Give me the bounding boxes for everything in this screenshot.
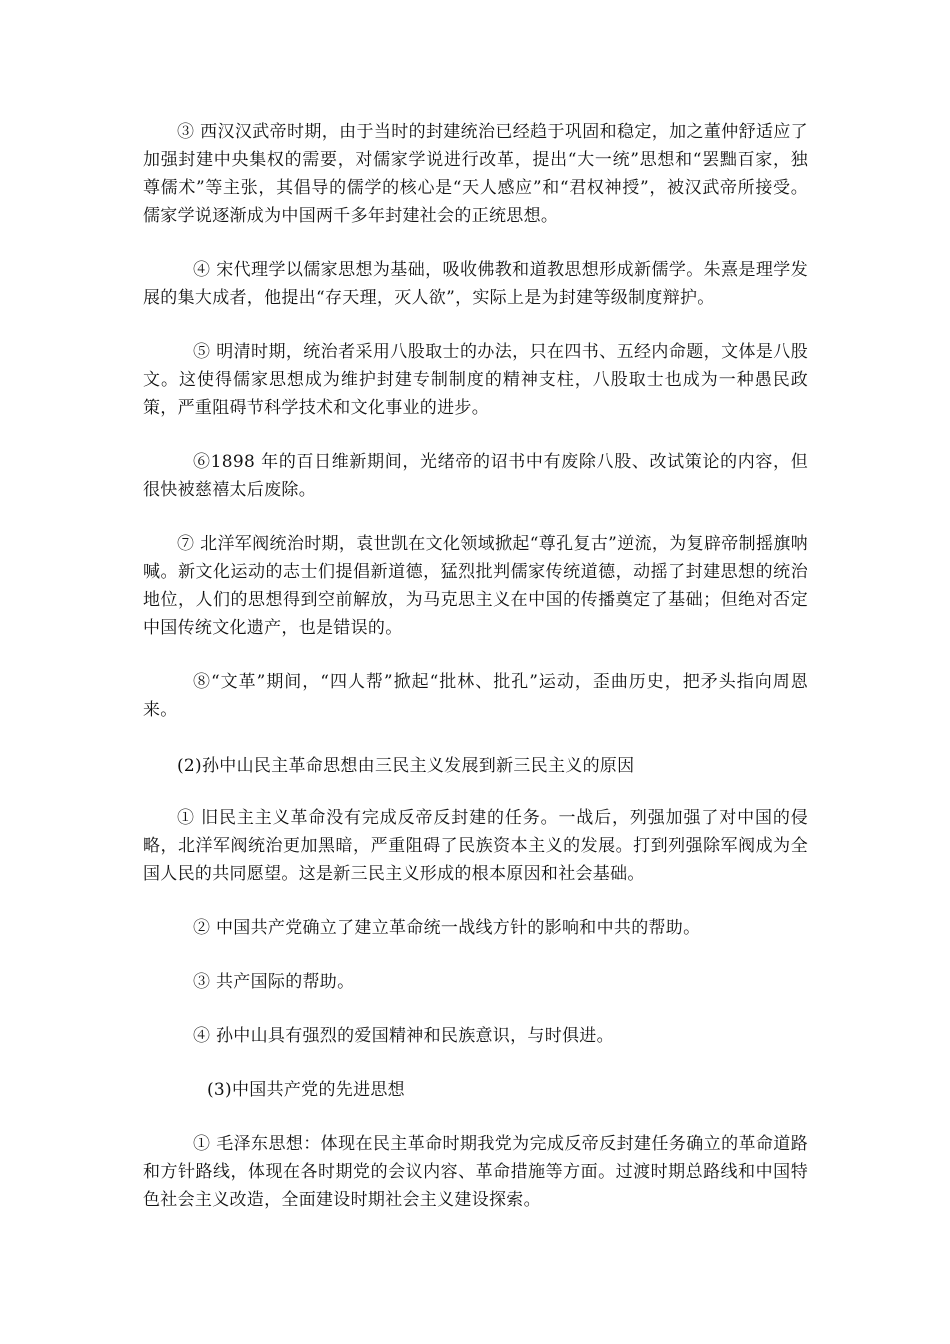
paragraph-4-song-neo-confucianism: ④ 宋代理学以儒家思想为基础，吸收佛教和道教思想形成新儒学。朱熹是理学发展的集大成者，他提出“存天理，灭人欲”，实际上是为封建等级制度辩护。 [143, 260, 808, 308]
paragraph-2-1-old-democratic-revolution: ① 旧民主主义革命没有完成反帝反封建的任务。一战后，列强加强了对中国的侵略，北洋军阀统治更加黑暗，严重阻碍了民族资本主义的发展。打到列强除军阀成为全国人民的共同愿望。这是新三民主义形成的根本原因和社会基础。 [143, 808, 808, 884]
paragraph-3-1-mao-zedong-thought: ① 毛泽东思想：体现在民主革命时期我党为完成反帝反封建任务确立的革命道路和方针路线，体现在各时期党的会议内容、革命措施等方面。过渡时期总路线和中国特色社会主义改造，全面建设时期社会主义建设探索。 [143, 1134, 808, 1210]
paragraph-2-3-comintern: ③ 共产国际的帮助。 [193, 972, 355, 992]
paragraph-2-4-sun-yatsen-patriotism: ④ 孙中山具有强烈的爱国精神和民族意识，与时俱进。 [193, 1026, 614, 1046]
paragraph-7-beiyang-era: ⑦ 北洋军阀统治时期，袁世凯在文化领域掀起“尊孔复古”逆流，为复辟帝制摇旗呐喊。新文化运动的志士们提倡新道德，猛烈批判儒家传统道德，动摇了封建思想的统治地位，人们的思想得到空前解放，为马克思主义在中国的传播奠定了基础；但绝对否定中国传统文化遗产，也是错误的。 [143, 534, 808, 638]
paragraph-6-hundred-days-reform: ⑥1898 年的百日维新期间，光绪帝的诏书中有废除八股、改试策论的内容，但很快被慈禧太后废除。 [143, 452, 808, 500]
document-page [143, 118, 808, 1214]
paragraph-2-2-ccp-influence: ② 中国共产党确立了建立革命统一战线方针的影响和中共的帮助。 [193, 918, 701, 938]
paragraph-3-han-wudi: ③ 西汉汉武帝时期，由于当时的封建统治已经趋于巩固和稳定，加之董仲舒适应了加强封建中央集权的需要，对儒家学说进行改革，提出“大一统”思想和“罢黜百家，独尊儒术”等主张，其倡导的儒学的核心是“天人感应”和“君权神授”，被汉武帝所接受。儒家学说逐渐成为中国两千多年封建社会的正统思想。 [143, 122, 808, 226]
section-heading-2: (2)孙中山民主革命思想由三民主义发展到新三民主义的原因 [177, 756, 635, 776]
paragraph-8-cultural-revolution: ⑧“文革”期间，“四人帮”掀起“批林、批孔”运动，歪曲历史，把矛头指向周恩来。 [143, 672, 808, 720]
section-heading-3: (3)中国共产党的先进思想 [207, 1080, 405, 1100]
paragraph-5-ming-qing: ⑤ 明清时期，统治者采用八股取士的办法，只在四书、五经内命题，文体是八股文。这使得儒家思想成为维护封建专制制度的精神支柱，八股取士也成为一种愚民政策，严重阻碍节科学技术和文化事业的进步。 [143, 342, 808, 418]
